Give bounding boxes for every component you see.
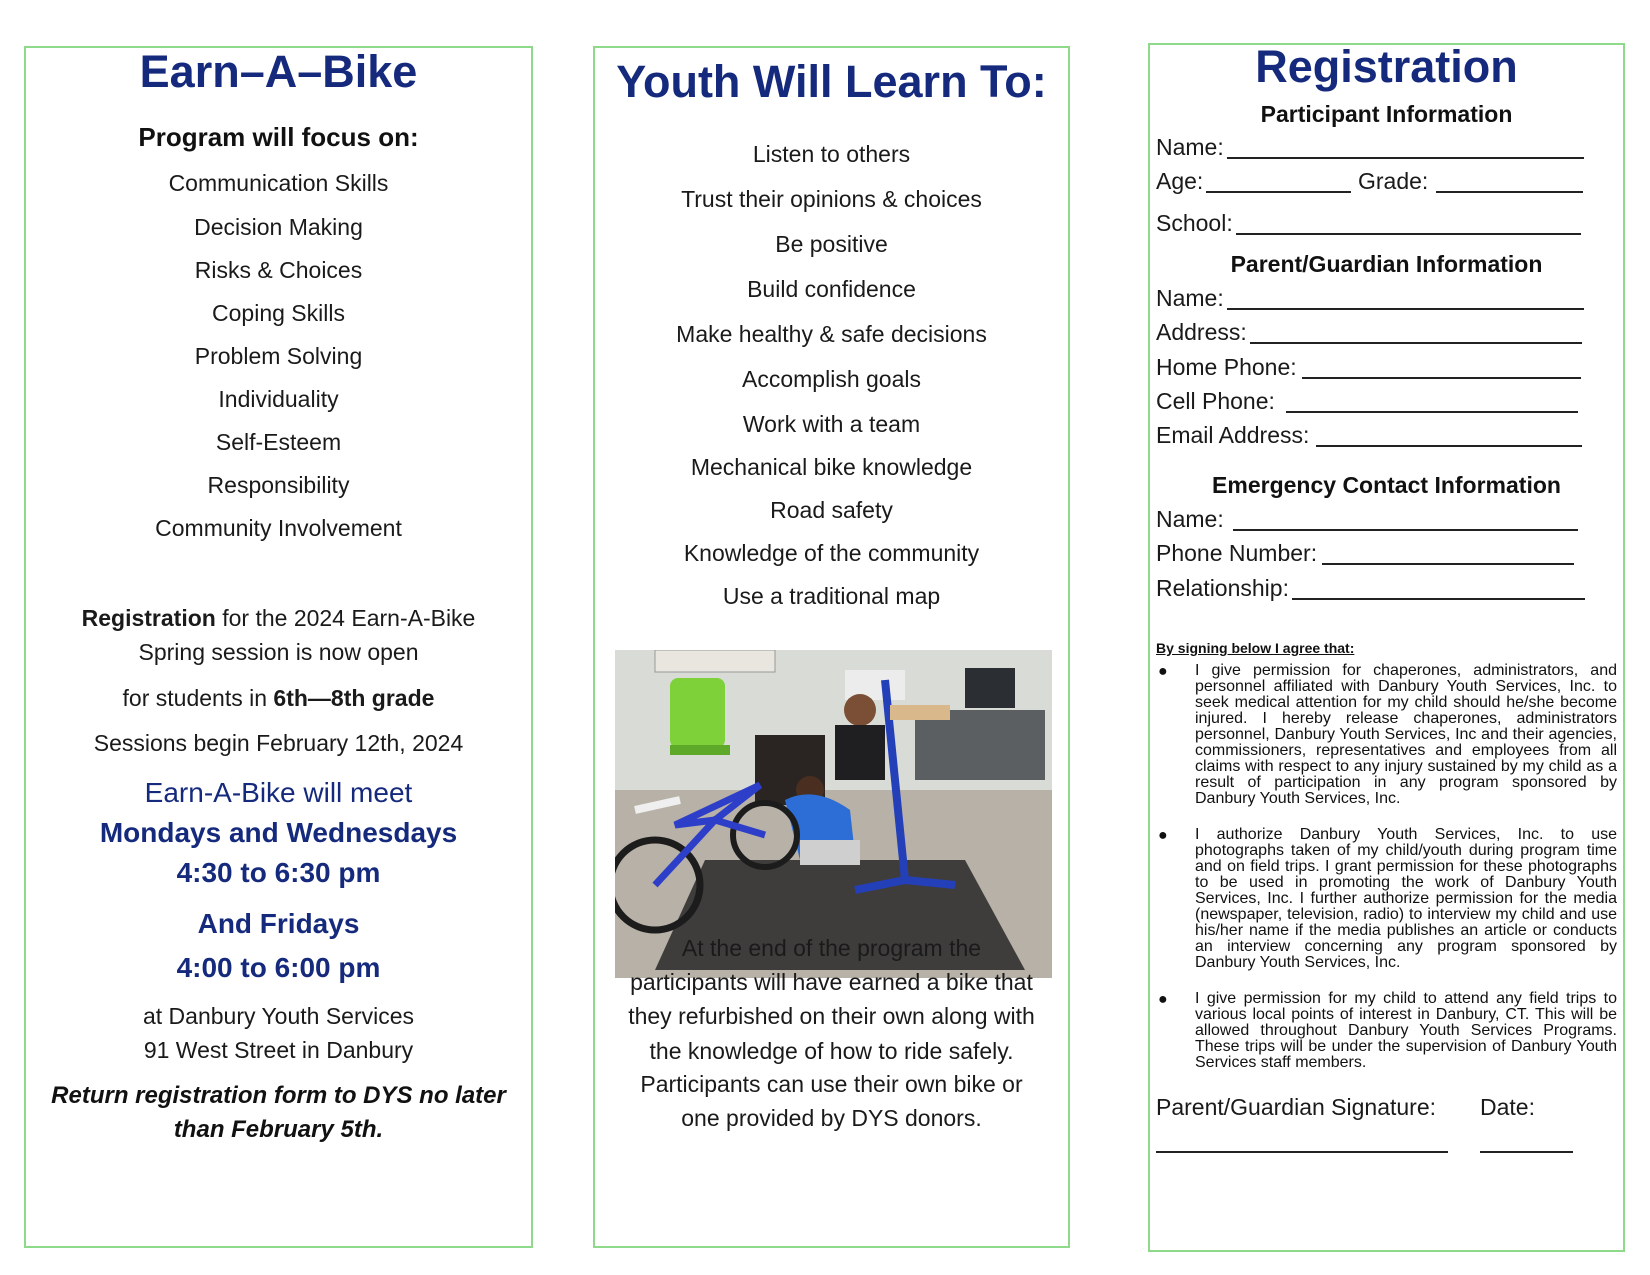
grade-line: for students in 6th—8th grade — [122, 685, 435, 711]
learn-item: Be positive — [775, 231, 888, 257]
emergency-name-label: Name: — [1156, 506, 1224, 532]
location-address: 91 West Street in Danbury — [143, 1037, 414, 1063]
emergency-info-heading: Emergency Contact Information — [1212, 472, 1561, 498]
focus-item: Self-Esteem — [215, 429, 342, 455]
learn-item: Road safety — [770, 497, 893, 523]
parent-address-field[interactable] — [1250, 342, 1582, 344]
closing-text-line: Participants can use their own bike or — [640, 1071, 1023, 1097]
learn-item: Knowledge of the community — [683, 540, 980, 566]
focus-heading: Program will focus on: — [138, 122, 419, 152]
bike-repair-photo — [615, 650, 1052, 978]
date-field[interactable] — [1480, 1151, 1573, 1153]
focus-item: Communication Skills — [168, 170, 389, 196]
program-panel — [24, 46, 533, 1248]
return-deadline: Return registration form to DYS no later — [51, 1082, 506, 1109]
meet-friday-time: 4:00 to 6:00 pm — [176, 952, 381, 983]
bullet-icon: ● — [1158, 827, 1168, 844]
learn-item: Listen to others — [752, 141, 911, 167]
emergency-name-field[interactable] — [1233, 529, 1578, 531]
learn-item: Mechanical bike knowledge — [690, 454, 973, 480]
meet-time: 4:30 to 6:30 pm — [176, 857, 381, 888]
home-phone-field[interactable] — [1302, 377, 1581, 379]
focus-item: Community Involvement — [155, 515, 402, 541]
parent-info-heading: Parent/Guardian Information — [1230, 251, 1543, 277]
bullet-icon: ● — [1158, 991, 1168, 1008]
participant-name-label: Name: — [1156, 134, 1224, 160]
photo-consent-text: I authorize Danbury Youth Services, Inc. to use photographs taken of my child/youth during program time and on field trips. I grant permission for these photographs to be used in promoting the work of Danbury Youth Services, Inc. I further authorize permission for the media (newspaper, television, radio) to interview my child and use his/her name if the media publishes an article or conducts an interview concerning any program sponsored by Danbury Youth Services, Inc. — [1195, 826, 1617, 971]
participant-name-field[interactable] — [1227, 157, 1584, 159]
participant-grade-label: Grade: — [1358, 168, 1429, 194]
focus-item: Problem Solving — [194, 343, 363, 369]
focus-item: Risks & Choices — [194, 257, 363, 283]
focus-item: Decision Making — [194, 214, 363, 240]
learn-item: Accomplish goals — [742, 366, 921, 392]
learn-item: Trust their opinions & choices — [681, 186, 982, 212]
participant-info-heading: Participant Information — [1260, 101, 1513, 127]
signature-field[interactable] — [1156, 1151, 1448, 1153]
agreement-heading: By signing below I agree that: — [1156, 640, 1355, 656]
registration-form-panel — [1148, 43, 1625, 1252]
email-label: Email Address: — [1156, 422, 1310, 448]
cell-phone-field[interactable] — [1286, 411, 1578, 413]
return-deadline-date: than February 5th. — [173, 1116, 384, 1143]
focus-item: Responsibility — [207, 472, 350, 498]
signature-label: Parent/Guardian Signature: — [1156, 1094, 1437, 1120]
closing-text-line: the knowledge of how to ride safely. — [649, 1038, 1014, 1064]
learn-title: Youth Will Learn To: — [616, 56, 1047, 107]
participant-school-field[interactable] — [1236, 233, 1581, 235]
bullet-icon: ● — [1158, 663, 1168, 680]
registration-open-line: Registration for the 2024 Earn-A-Bike — [81, 605, 476, 631]
participant-grade-field[interactable] — [1436, 191, 1583, 193]
meet-fridays: And Fridays — [197, 908, 360, 939]
participant-age-field[interactable] — [1206, 191, 1351, 193]
learn-panel — [593, 46, 1070, 1248]
parent-address-label: Address: — [1156, 319, 1247, 345]
emergency-phone-label: Phone Number: — [1156, 540, 1318, 566]
learn-item: Work with a team — [742, 411, 921, 437]
registration-title: Registration — [1255, 41, 1518, 92]
closing-text-line: At the end of the program the — [681, 935, 982, 961]
program-title: Earn–A–Bike — [139, 46, 418, 97]
location-name: at Danbury Youth Services — [142, 1003, 415, 1029]
home-phone-label: Home Phone: — [1156, 354, 1297, 380]
emergency-phone-field[interactable] — [1322, 563, 1574, 565]
date-label: Date: — [1480, 1094, 1535, 1120]
closing-text-line: they refurbished on their own along with — [628, 1003, 1035, 1029]
meet-days: Mondays and Wednesdays — [99, 817, 458, 848]
meet-line: Earn-A-Bike will meet — [144, 777, 413, 808]
participant-age-label: Age: — [1156, 168, 1204, 194]
focus-item: Coping Skills — [212, 300, 345, 326]
closing-text-line: participants will have earned a bike that — [630, 969, 1033, 995]
field-trip-consent-text: I give permission for my child to attend any field trips to various local points of interest in Danbury, CT. This will be allowed throughout Danbury Youth Services Programs. These trips will be under the supervision of Danbury Youth Services staff members. — [1195, 990, 1617, 1071]
parent-name-field[interactable] — [1227, 308, 1584, 310]
learn-item: Make healthy & safe decisions — [676, 321, 987, 347]
relationship-label: Relationship: — [1156, 575, 1289, 601]
cell-phone-label: Cell Phone: — [1156, 388, 1275, 414]
participant-school-label: School: — [1156, 210, 1233, 236]
sessions-start: Sessions begin February 12th, 2024 — [93, 730, 464, 756]
focus-item: Individuality — [218, 386, 339, 412]
registration-open-line2: Spring session is now open — [138, 639, 419, 665]
parent-name-label: Name: — [1156, 285, 1224, 311]
closing-text-line: one provided by DYS donors. — [681, 1105, 982, 1131]
medical-consent-text: I give permission for chaperones, administrators, and personnel affiliated with Danbury Youth Services, Inc. to seek medical attention for my child should he/she become injured. I hereby release chaperones, administrators personnel, Danbury Youth Services, Inc and their agencies, commissioners, representatives and employees from all claims with respect to any injury sustained by my child as a result of participation in any program sponsored by Danbury Youth Services, Inc. — [1195, 662, 1617, 807]
relationship-field[interactable] — [1292, 598, 1585, 600]
learn-item: Build confidence — [747, 276, 916, 302]
email-field[interactable] — [1316, 445, 1582, 447]
learn-item: Use a traditional map — [722, 583, 941, 609]
